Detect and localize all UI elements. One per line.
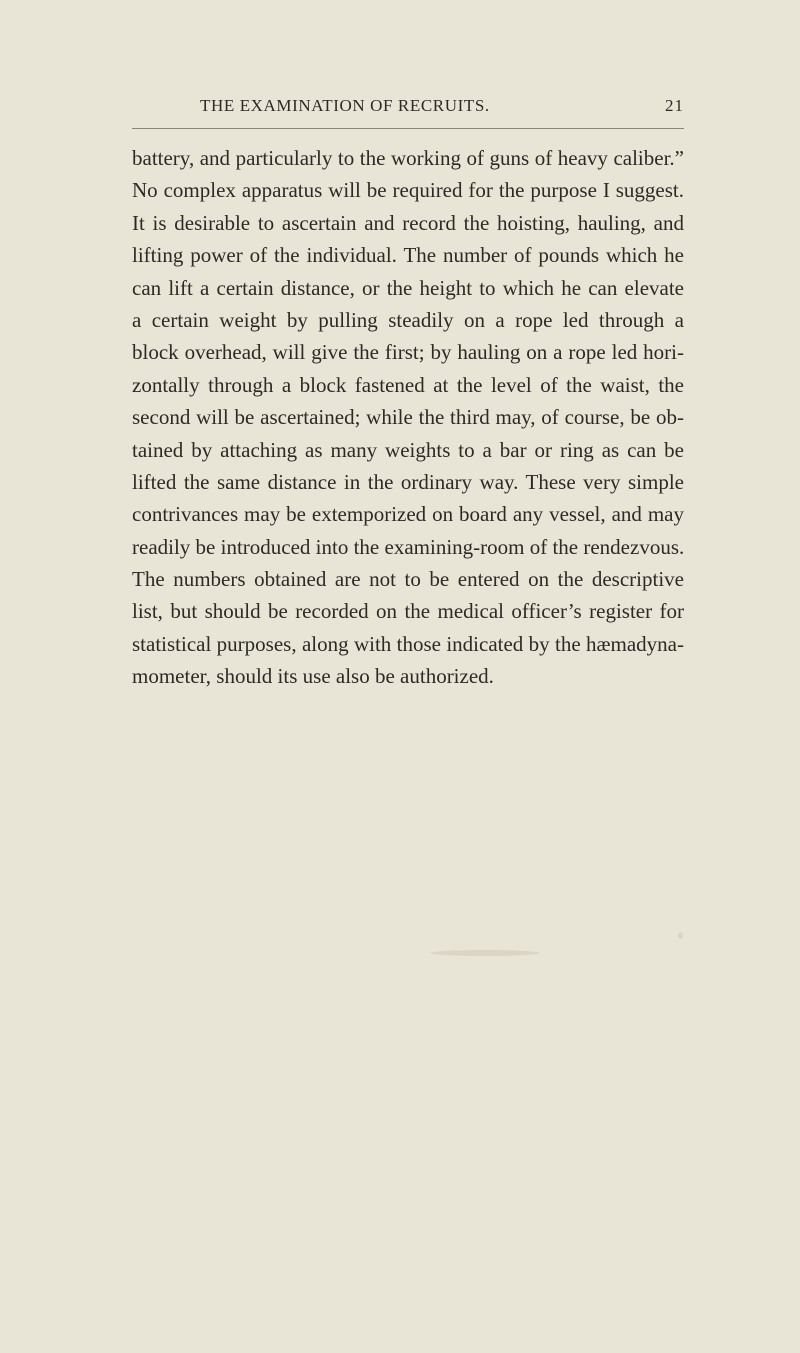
text-line: battery, and particularly to the working of guns of heavy caliber.” [132, 146, 684, 170]
text-line: mometer, should its use also be authorized. [132, 664, 494, 689]
running-head [132, 96, 684, 122]
text-line: zontally through a block fastened at the level of the waist, the [132, 372, 684, 397]
text-line: readily be introduced into the examining-room of the rendezvous. [132, 534, 685, 559]
text-line: tained by attaching as many weights to a bar or ring as can be [132, 437, 684, 462]
running-title: THE EXAMINATION OF RECRUITS. [200, 96, 490, 115]
text-line: lifted the same distance in the ordinary way. These very simple [132, 469, 684, 494]
text-line: list, but should be recorded on the medical officer’s register for [132, 599, 684, 624]
header-rule [132, 128, 684, 129]
paper-blemish [430, 950, 540, 956]
body-paragraph [132, 142, 684, 693]
page-number: 21 [665, 96, 684, 115]
text-line: lifting power of the individual. The number of pounds which he [132, 243, 684, 268]
text-line: can lift a certain distance, or the height to which he can elevate [132, 275, 684, 300]
text-line: The numbers obtained are not to be entered on the descriptive [132, 567, 684, 592]
paper-blemish [678, 932, 683, 939]
text-line: contrivances may be extemporized on board any vessel, and may [132, 502, 684, 527]
text-line: a certain weight by pulling steadily on a rope led through a [132, 307, 684, 332]
text-line: block overhead, will give the first; by hauling on a rope led hori- [132, 340, 684, 365]
text-line: No complex apparatus will be required for the purpose I suggest. [132, 178, 684, 203]
text-line: second will be ascertained; while the third may, of course, be ob- [132, 405, 684, 430]
text-line: It is desirable to ascertain and record the hoisting, hauling, and [132, 210, 684, 235]
text-line: statistical purposes, along with those indicated by the hæmadyna- [132, 631, 684, 656]
